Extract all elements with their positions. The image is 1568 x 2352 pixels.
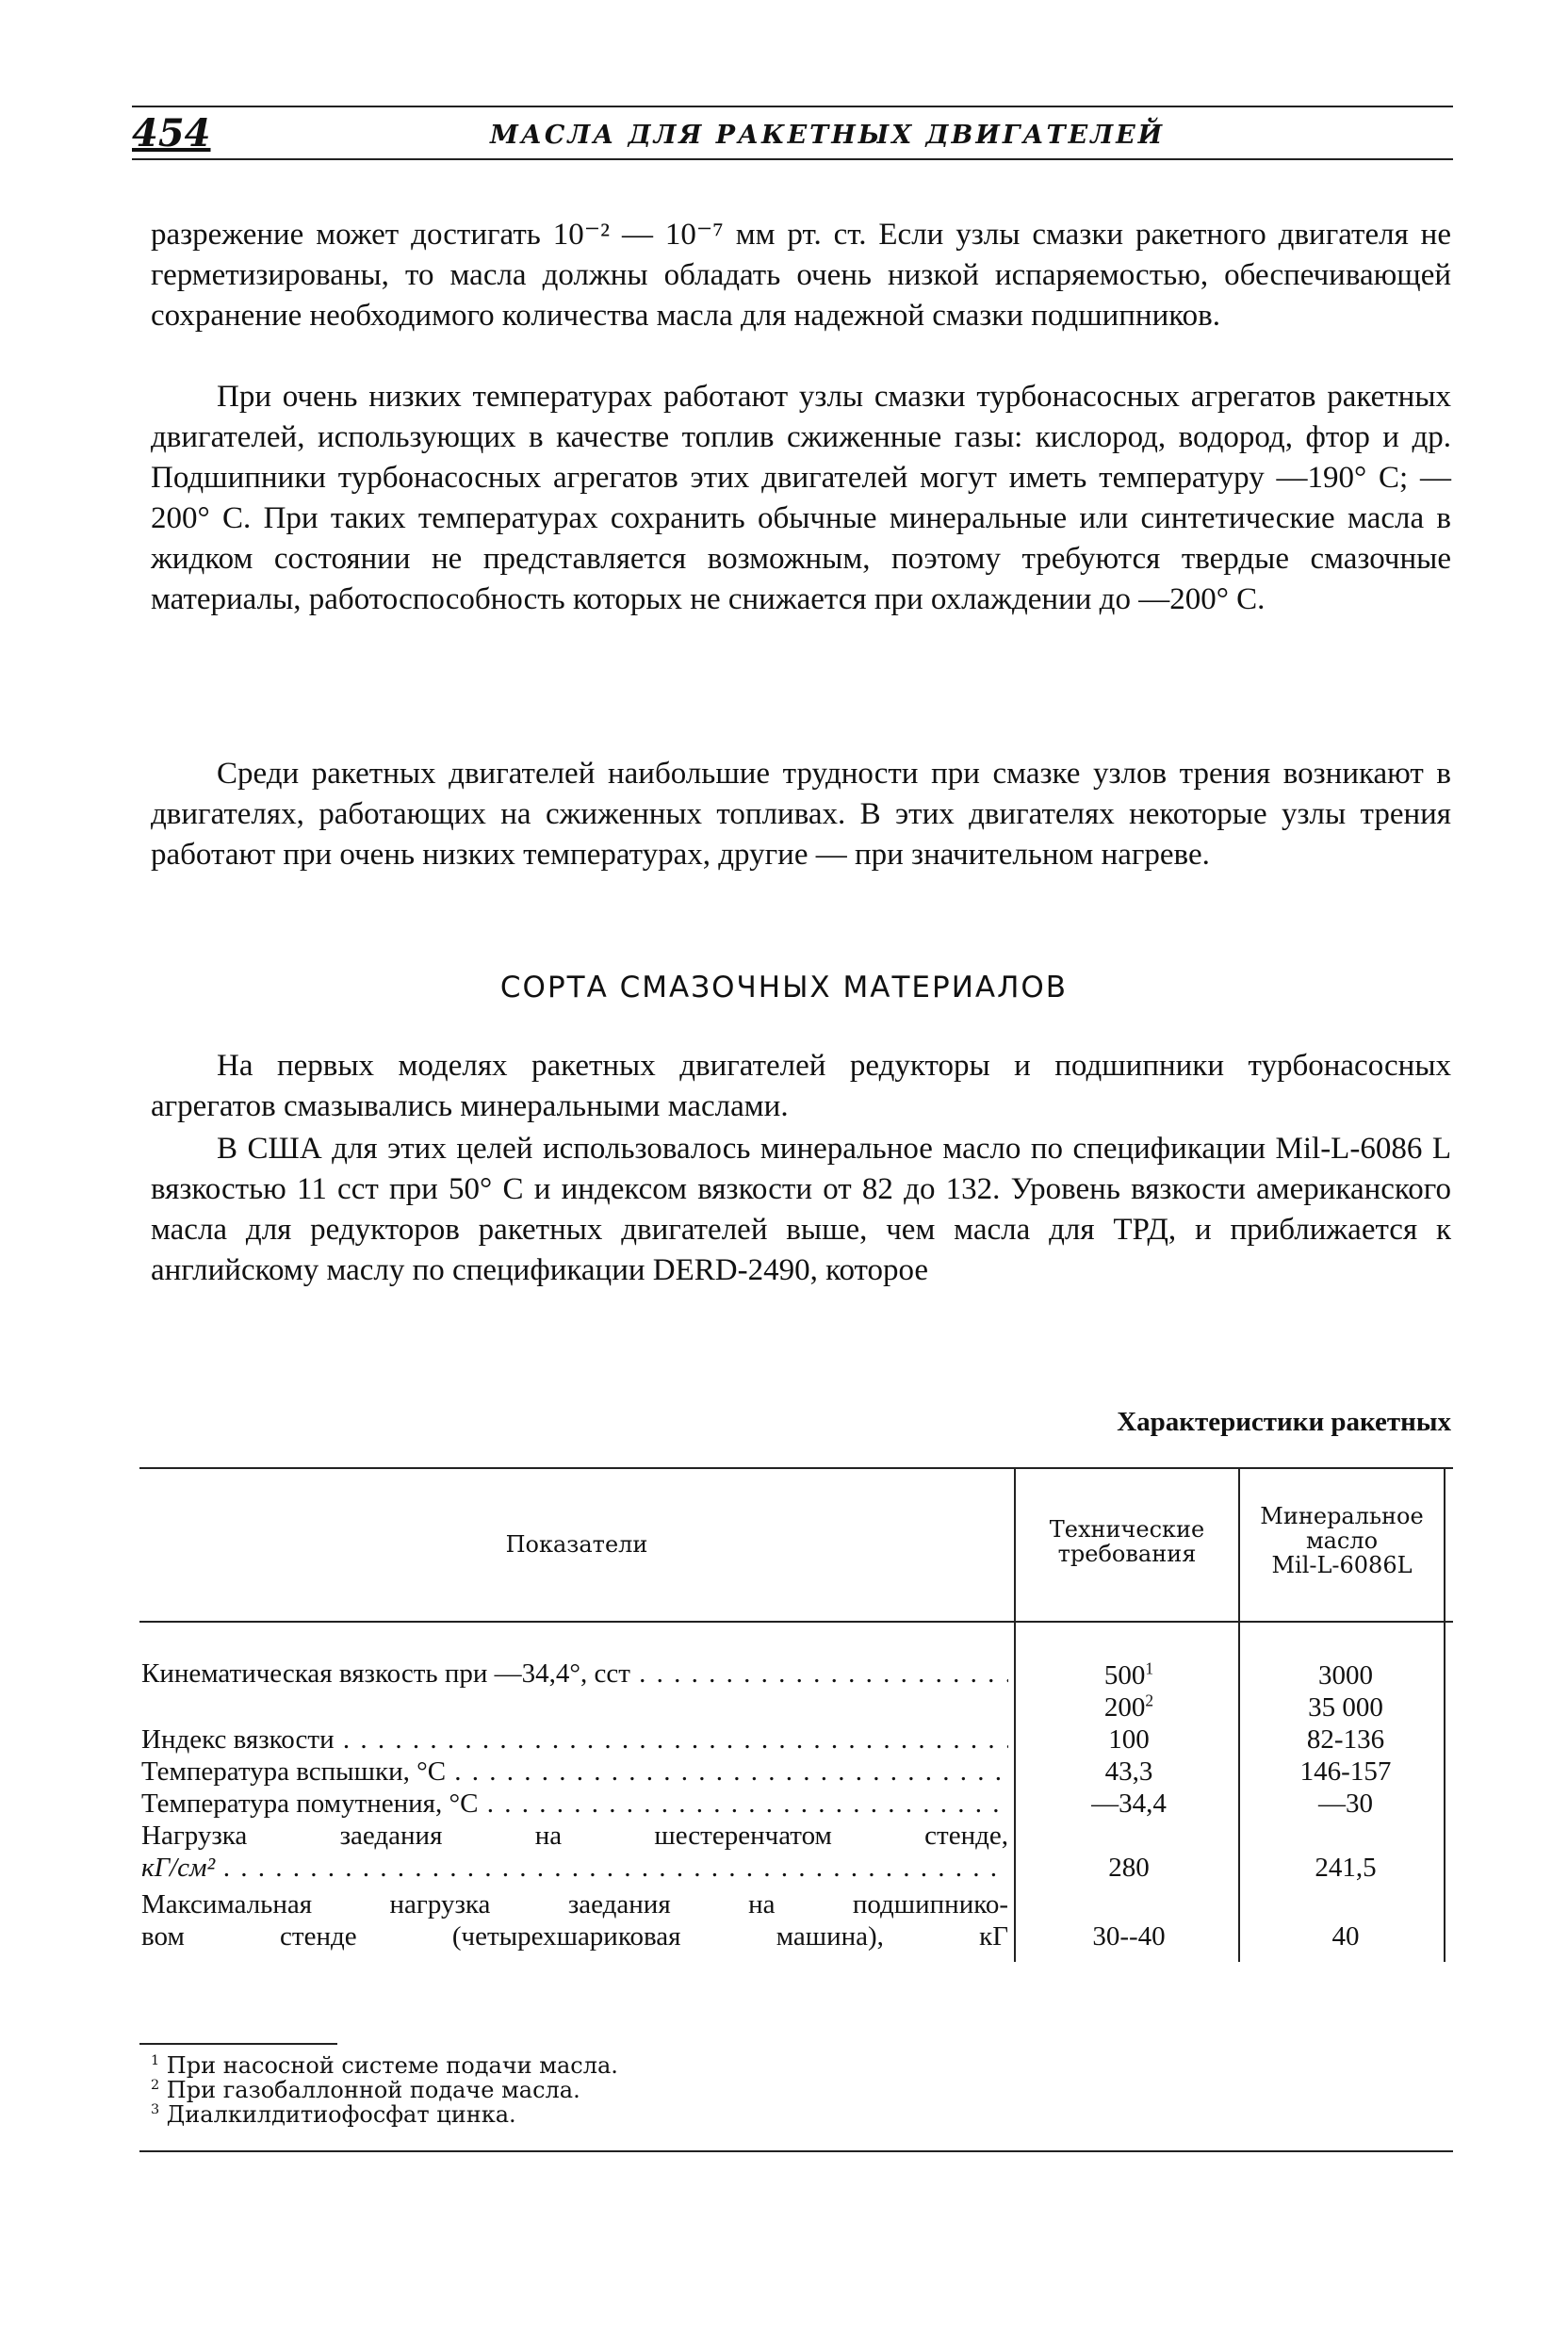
cell-oil-bearing-seizure-load: 40: [1331, 1921, 1360, 1952]
paragraph-1: разрежение может достигать 10⁻² — 10⁻⁷ мм рт. ст. Если узлы смазки ракетного двигателя не герметизированы, то масла должны обладать очень низкой испаряемостью, обеспечивающей сохранение необходимого количества масла для надежной смазки подшипников.: [151, 218, 1451, 333]
row-label-kinematic-viscosity: Кинематическая вязкость при —34,4°, сст . . .: [141, 1658, 1008, 1690]
cell-tech-viscosity-2: [1018, 1692, 1240, 1723]
header-technical-line-2: требования: [1057, 1541, 1197, 1567]
cell-tech-viscosity-2-value: 200: [1103, 1692, 1146, 1723]
header-top-rule: [132, 106, 1453, 107]
row-label-gear-seizure-load: Нагрузка заедания на шестеренчатом стенде,: [141, 1821, 1008, 1851]
footnote-rule: [139, 2043, 337, 2045]
row-label-viscosity-index: Индекс вязкости . . .: [141, 1724, 1008, 1756]
footnote-2: [151, 2079, 580, 2102]
cell-tech-gear-seizure-load: 280: [1108, 1853, 1150, 1883]
footnote-3-mark: 3: [151, 2102, 160, 2117]
cell-oil-viscosity-2: 35 000: [1308, 1692, 1383, 1723]
header-technical-line-1: Технические: [1049, 1516, 1205, 1543]
cell-tech-viscosity-1-value: 500: [1103, 1660, 1146, 1690]
footnote-1: [151, 2054, 618, 2078]
paragraph-3: Среди ракетных двигателей наибольшие трудности при смазке узлов трения возникают в двигателях, работающих на сжиженных топливах. В этих двигателях некоторые узлы трения работают при очень низких температурах, другие — при значительном нагреве.: [151, 757, 1451, 872]
header-indicators: Показатели: [505, 1531, 648, 1558]
cell-tech-bearing-seizure-load: 30--40: [1092, 1921, 1166, 1952]
header-mineral-line-1: Минеральное: [1260, 1503, 1424, 1529]
page-bottom-rule: [139, 2150, 1453, 2152]
footnote-ref-1: 1: [1145, 1658, 1154, 1678]
paragraph-2: При очень низких температурах работают узлы смазки турбонасосных агрегатов ракетных двигателей, использующих в качестве топлив сжиженные газы: кислород, водород, фтор и др. Подшипники турбонасосных агрегатов этих двигателей могут иметь температуру —190° С; —200° С. При таких температурах сохранить обычные минеральные или синтетические масла в жидком состоянии не представляется возможным, поэтому требуются твердые смазочные материалы, работоспособность которых не снижается при охлаждении до —200° С.: [151, 380, 1451, 616]
footnote-ref-2: 2: [1145, 1690, 1154, 1710]
footnote-1-mark: 1: [151, 2053, 160, 2068]
header-mineral-line-2: масло: [1305, 1527, 1379, 1554]
header-bottom-rule: [132, 158, 1453, 160]
footnote-2-text: При газобаллонной подаче масла.: [166, 2077, 580, 2103]
cell-oil-cloud-point: —30: [1318, 1788, 1373, 1819]
table-header-rule: [139, 1621, 1453, 1623]
row-label-flash-point: Температура вспышки, °С . . .: [141, 1756, 1008, 1788]
table-top-rule: [139, 1467, 1453, 1469]
row-label-gear-seizure-load-unit: кГ/см² . . .: [141, 1853, 1008, 1884]
row-label-bearing-seizure-load-cont: вом стенде (четырехшариковая машина), кГ: [141, 1921, 1008, 1952]
footnote-1-text: При насосной системе подачи масла.: [166, 2052, 618, 2079]
paragraph-5: В США для этих целей использовалось минеральное масло по спецификации Mil-L-6086 L вязкостью 11 сст при 50° С и индексом вязкости от 82 до 132. Уровень вязкости американского масла для редукторов ракетных двигателей выше, чем масла для ТРД, и приближается к английскому маслу по спецификации DERD-2490, которое: [151, 1132, 1451, 1287]
cell-tech-cloud-point: —34,4: [1091, 1788, 1167, 1819]
cell-tech-flash-point: 43,3: [1104, 1756, 1153, 1787]
header-mineral-line-3: Mil-L-6086L: [1271, 1552, 1413, 1578]
footnote-3-text: Диалкилдитиофосфат цинка.: [166, 2101, 516, 2128]
cell-tech-viscosity-index: 100: [1108, 1724, 1150, 1755]
cell-oil-flash-point: 146-157: [1299, 1756, 1392, 1787]
running-head: МАСЛА ДЛЯ РАКЕТНЫХ ДВИГАТЕЛЕЙ: [490, 121, 1166, 150]
cell-oil-viscosity-index: 82-136: [1306, 1724, 1385, 1755]
cell-oil-gear-seizure-load: 241,5: [1315, 1853, 1377, 1883]
table-caption: Характеристики ракетных: [1117, 1407, 1451, 1437]
header-mineral-oil: [1240, 1504, 1444, 1577]
footnote-3: [151, 2103, 516, 2127]
section-heading: СОРТА СМАЗОЧНЫХ МАТЕРИАЛОВ: [499, 971, 1069, 1004]
page-number: 454: [132, 111, 211, 155]
row-label-cloud-point: Температура помутнения, °С . . .: [141, 1788, 1008, 1820]
footnote-2-mark: 2: [151, 2078, 160, 2093]
cell-oil-viscosity-1: 3000: [1318, 1660, 1373, 1690]
row-label-bearing-seizure-load: Максимальная нагрузка заедания на подшипнико-: [141, 1889, 1008, 1919]
header-technical-requirements: [1016, 1517, 1238, 1566]
cell-tech-viscosity-1: [1018, 1660, 1240, 1691]
paragraph-4: На первых моделях ракетных двигателей редукторы и подшипники турбонасосных агрегатов смазывались минеральными маслами.: [151, 1049, 1451, 1123]
